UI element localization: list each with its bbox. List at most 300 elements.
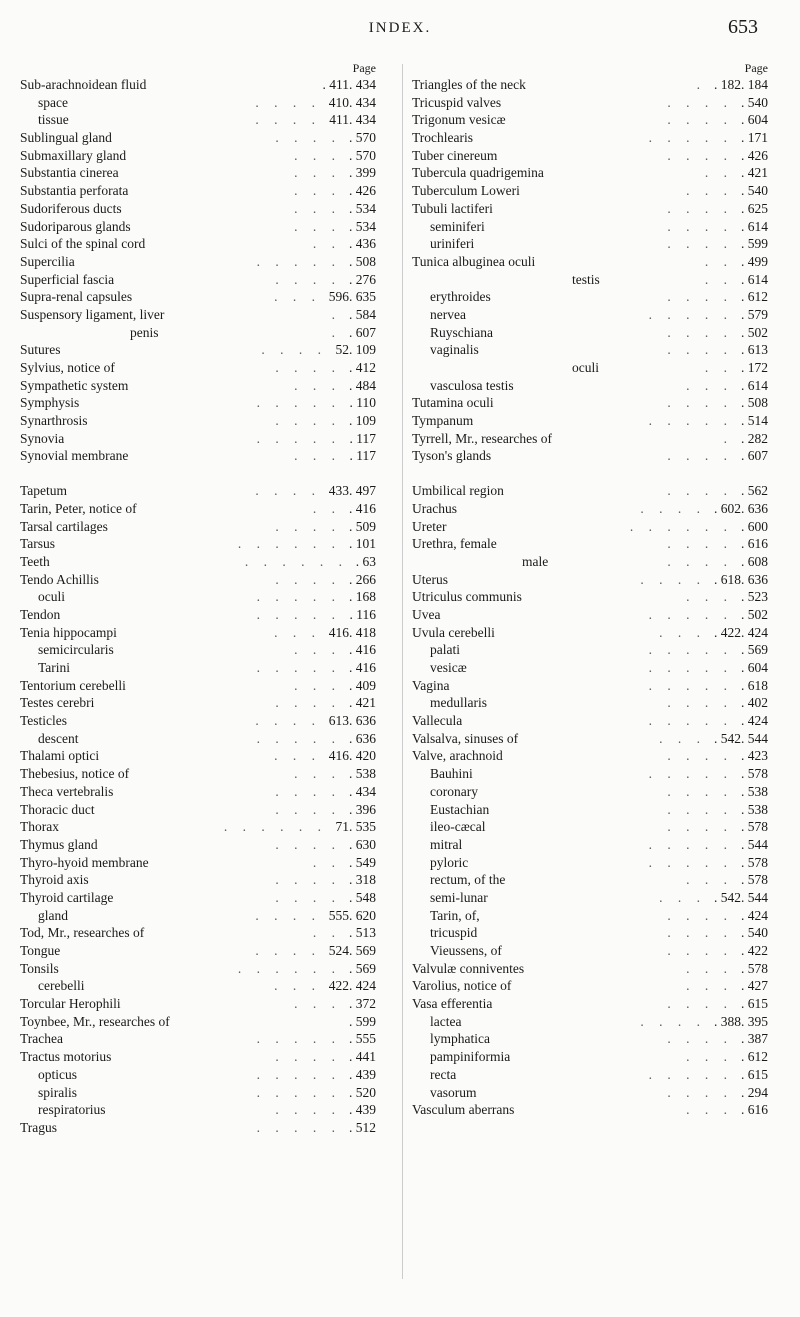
entry-term: Teeth (20, 553, 50, 569)
entry-page-refs: 555. 620 (328, 907, 376, 923)
entry-page-refs: . 109 (349, 413, 376, 429)
entry-term: Thoracic duct (20, 801, 95, 817)
entry-term: erythroides (430, 289, 491, 305)
index-entry (20, 218, 382, 236)
entry-term: tricuspid (430, 925, 478, 941)
entry-leader-dots: . . . . (255, 112, 321, 128)
index-entry (20, 129, 382, 147)
entry-leader-dots: . . . . (275, 1049, 341, 1065)
entry-page-refs: . 614 (741, 377, 768, 393)
index-entry (412, 377, 774, 395)
entry-term: Ruyschiana (430, 324, 493, 340)
index-entry (20, 553, 382, 571)
index-entry (412, 412, 774, 430)
entry-page-refs: . 544 (741, 836, 768, 852)
entry-leader-dots: . . (704, 165, 733, 181)
entry-leader-dots: . . . (294, 996, 341, 1012)
entry-term: Uterus (412, 571, 448, 587)
entry-page-refs: . 502 (741, 606, 768, 622)
entry-page-refs: . 534 (349, 200, 376, 216)
entry-page-refs: . 424 (741, 907, 768, 923)
entry-page-refs: . 508 (349, 253, 376, 269)
index-entry (20, 1101, 382, 1119)
entry-leader-dots: . . . (294, 165, 341, 181)
entry-leader-dots: . . . . (275, 130, 341, 146)
entry-page-refs: . 578 (741, 960, 768, 976)
entry-leader-dots: . . . . . . (237, 536, 341, 552)
entry-term: Sudoriferous ducts (20, 200, 122, 216)
entry-page-refs: . 402 (741, 695, 768, 711)
index-column-left (20, 60, 382, 1137)
index-entry (20, 447, 382, 465)
index-entry (20, 1030, 382, 1048)
entry-term: Uvea (412, 606, 441, 622)
index-entry (20, 801, 382, 819)
entry-term: Triangles of the neck (412, 77, 526, 92)
entry-page-refs: . 416 (349, 660, 376, 675)
entry-term: Thyroid cartilage (20, 889, 114, 905)
index-entry (20, 960, 382, 978)
index-entry (412, 306, 774, 324)
index-entry (412, 218, 774, 236)
entry-leader-dots: . . . . . (256, 1031, 341, 1047)
entry-leader-dots: . . . (686, 1102, 733, 1118)
entry-page-refs: . 599 (349, 1013, 376, 1029)
entry-page-refs: . 616 (741, 1102, 768, 1118)
index-entry (412, 818, 774, 836)
entry-term: Substantia perforata (20, 183, 129, 199)
entry-term: Vasa efferentia (412, 996, 493, 1012)
entry-term: mitral (430, 836, 463, 852)
index-entry (412, 147, 774, 165)
entry-term: Tunica albuginea oculi (412, 253, 536, 269)
index-entry (20, 482, 382, 500)
entry-leader-dots: . . . (294, 677, 341, 693)
index-entry (20, 694, 382, 712)
entry-term: Tod, Mr., researches of (20, 925, 145, 941)
index-entry (20, 942, 382, 960)
entry-term: Tonsils (20, 960, 59, 976)
entry-leader-dots: . . . (294, 200, 341, 216)
entry-page-refs: . 614 (741, 271, 768, 287)
entry-term: Tarsal cartilages (20, 518, 108, 534)
index-entry (412, 324, 774, 342)
entry-leader-dots: . . . . . . (244, 553, 348, 569)
entry-term: Thalami optici (20, 748, 100, 764)
entry-term: semicircularis (38, 642, 114, 658)
entry-term: Varolius, notice of (412, 978, 512, 994)
entry-term: Supercilia (20, 253, 75, 269)
entry-term: gland (38, 907, 68, 923)
index-entry (412, 111, 774, 129)
index-entry (412, 924, 774, 942)
entry-leader-dots: . . . (294, 642, 341, 658)
entry-leader-dots: . . . . . (256, 1119, 341, 1135)
entry-term: Valve, arachnoid (412, 748, 503, 764)
entry-page-refs: . 584 (349, 306, 376, 322)
entry-leader-dots: . . . . . (256, 253, 341, 269)
entry-leader-dots: . . . . (667, 943, 733, 958)
entry-leader-dots: . . (704, 253, 733, 269)
entry-page-refs: . 416 (349, 500, 376, 516)
entry-term: Symphysis (20, 395, 80, 411)
entry-leader-dots: . . . . (667, 783, 733, 799)
entry-leader-dots: . . . . (667, 147, 733, 163)
entry-page-refs: 524. 569 (328, 943, 376, 958)
entry-page-refs: . 484 (349, 377, 376, 393)
entry-page-refs: . 372 (349, 996, 376, 1012)
entry-term: lymphatica (430, 1031, 490, 1047)
page-column-label: Page (744, 61, 768, 75)
index-entry (20, 1066, 382, 1084)
section-gap (412, 465, 774, 482)
index-entry (412, 624, 774, 642)
index-entry (20, 588, 382, 606)
entry-leader-dots: . (696, 77, 706, 92)
entry-leader-dots: . . . . (275, 271, 341, 287)
entry-leader-dots: . . . . (255, 713, 321, 729)
entry-term: ileo-cæcal (430, 819, 486, 835)
entry-term: Urachus (412, 500, 457, 516)
index-entry (412, 765, 774, 783)
entry-term: Tarsus (20, 536, 56, 552)
entry-leader-dots: . . . . . (648, 677, 733, 693)
index-entry (412, 235, 774, 253)
entry-leader-dots: . . (312, 925, 341, 941)
index-entry (412, 271, 774, 289)
entry-leader-dots: . . . (294, 183, 341, 199)
entry-page-refs: . 110 (349, 395, 376, 411)
entry-leader-dots: . . . (294, 377, 341, 393)
index-entry (412, 712, 774, 730)
entry-leader-dots: . . . . (667, 324, 733, 340)
entry-term: space (38, 94, 68, 110)
entry-term: Tractus motorius (20, 1049, 112, 1065)
entry-page-refs: . 512 (349, 1119, 376, 1135)
section-gap (20, 465, 382, 482)
entry-page-refs: . 276 (349, 271, 376, 287)
entry-page-refs: 596. 635 (328, 289, 376, 305)
entry-page-refs: . 608 (741, 553, 768, 569)
entry-leader-dots: . . . . (667, 112, 733, 128)
index-entry (412, 641, 774, 659)
index-entry (20, 836, 382, 854)
entry-leader-dots: . . . . . (648, 766, 733, 782)
entry-leader-dots: . . . . (667, 342, 733, 358)
index-entry (20, 288, 382, 306)
index-entry (412, 977, 774, 995)
entry-term: Tubercula quadrigemina (412, 165, 544, 181)
entry-leader-dots: . . . . . (648, 642, 733, 658)
entry-term: rectum, of the (430, 872, 506, 888)
index-entry (20, 712, 382, 730)
index-entry (412, 907, 774, 925)
index-entry (20, 359, 382, 377)
index-entry (20, 306, 382, 324)
entry-leader-dots: . . . (659, 889, 706, 905)
entry-page-refs: . 578 (741, 854, 768, 870)
entry-term: tissue (38, 112, 69, 128)
index-entry (20, 818, 382, 836)
entry-term: Submaxillary gland (20, 147, 127, 163)
entry-page-refs: . 570 (349, 130, 376, 146)
entry-page-refs: . 569 (741, 642, 768, 658)
entry-leader-dots: . . . (274, 978, 321, 994)
entry-leader-dots: . . . . (275, 801, 341, 817)
index-entry (412, 253, 774, 271)
entry-page-refs: . 612 (741, 1049, 768, 1065)
index-entry (20, 871, 382, 889)
index-entry (20, 76, 382, 94)
entry-term: Utriculus communis (412, 589, 522, 605)
entry-term: Vieussens, of (430, 943, 502, 958)
entry-page-refs: . 117 (349, 430, 376, 446)
entry-leader-dots: . . . . (275, 413, 341, 429)
entry-leader-dots: . . . . (275, 783, 341, 799)
index-entry (20, 677, 382, 695)
entry-term: Sulci of the spinal cord (20, 236, 146, 252)
index-entry (20, 182, 382, 200)
entry-page-refs: . 618 (741, 677, 768, 693)
entry-leader-dots: . . . . (667, 236, 733, 252)
index-entry (412, 94, 774, 112)
entry-page-refs: . 421 (349, 695, 376, 711)
entry-leader-dots: . . . . (667, 748, 733, 764)
entry-leader-dots: . . . (686, 377, 733, 393)
entry-term: Tuberculum Loweri (412, 183, 520, 199)
index-entry (20, 659, 382, 677)
entry-term: Sylvius, notice of (20, 360, 115, 375)
entry-page-refs: . 502 (741, 324, 768, 340)
entry-page-refs: . 427 (741, 978, 768, 994)
index-entry (20, 535, 382, 553)
index-entry (412, 588, 774, 606)
entry-page-refs: . 508 (741, 395, 768, 411)
entry-term: Tenia hippocampi (20, 624, 117, 640)
entry-term: Synarthrosis (20, 413, 88, 429)
index-entry (412, 677, 774, 695)
entry-page-refs: . 182. 184 (714, 77, 768, 92)
index-entry (20, 730, 382, 748)
entry-term: Tyson's glands (412, 448, 492, 464)
entry-leader-dots: . . . . (275, 1102, 341, 1118)
index-entry (412, 1013, 774, 1031)
entry-page-refs: . 602. 636 (714, 500, 768, 516)
entry-leader-dots: . . . . . (648, 130, 733, 146)
entry-term: Tentorium cerebelli (20, 677, 126, 693)
entry-page-refs: . 607 (741, 448, 768, 464)
entry-leader-dots: . . . . . (256, 1084, 341, 1100)
entry-page-refs: . 604 (741, 112, 768, 128)
entry-leader-dots: . (723, 430, 733, 446)
index-entry (412, 783, 774, 801)
index-entry (20, 1013, 382, 1031)
index-entry (412, 394, 774, 412)
page-number: 653 (728, 16, 758, 38)
entry-page-refs: . 599 (741, 236, 768, 252)
entry-leader-dots: . . . . . . (629, 518, 733, 534)
entry-page-refs: . 616 (741, 536, 768, 552)
entry-leader-dots: . . . . (640, 571, 706, 587)
entry-term: Umbilical region (412, 483, 504, 499)
entry-page-refs: . 542. 544 (714, 730, 768, 746)
entry-page-refs: . 434 (349, 783, 376, 799)
index-entry (20, 624, 382, 642)
index-entry (412, 942, 774, 960)
entry-leader-dots: . . . . . (256, 395, 341, 411)
entry-leader-dots: . . . . . (256, 606, 341, 622)
entry-term: seminiferi (430, 218, 485, 234)
index-entry (20, 907, 382, 925)
entry-term: opticus (38, 1066, 77, 1082)
index-entry (20, 200, 382, 218)
index-entry (20, 324, 382, 342)
entry-term: Thymus gland (20, 836, 98, 852)
entry-term: palati (430, 642, 460, 658)
entry-leader-dots: . . . . (667, 483, 733, 499)
entry-page-refs: . 534 (349, 218, 376, 234)
entry-term: Tarin, Peter, notice of (20, 500, 137, 516)
entry-leader-dots: . . . (686, 960, 733, 976)
index-entry (20, 747, 382, 765)
entry-page-refs: . 436 (349, 236, 376, 252)
entry-page-refs: . 578 (741, 872, 768, 888)
entry-page-refs: . 117 (349, 448, 376, 464)
index-entries-right (412, 76, 774, 1119)
entry-leader-dots: . . . (294, 147, 341, 163)
entry-leader-dots: . . . (686, 978, 733, 994)
entry-page-refs: . 578 (741, 819, 768, 835)
entry-leader-dots: . . . . (275, 518, 341, 534)
entry-term: vasculosa testis (430, 377, 514, 393)
entry-term: spiralis (38, 1084, 77, 1100)
entry-leader-dots: . . . . (255, 94, 321, 110)
entry-term: Bauhini (430, 766, 473, 782)
index-entry (20, 606, 382, 624)
index-entry (20, 571, 382, 589)
entry-term: Tutamina oculi (412, 395, 494, 411)
entry-leader-dots: . . . . . (648, 606, 733, 622)
entry-leader-dots: . . . . . . (223, 819, 327, 835)
index-entry (20, 854, 382, 872)
entry-page-refs: . 294 (741, 1084, 768, 1100)
entry-page-refs: . 614 (741, 218, 768, 234)
index-entry (20, 147, 382, 165)
entry-leader-dots: . . . . (667, 448, 733, 464)
entry-leader-dots: . . . . (667, 94, 733, 110)
entry-leader-dots: . . . . (667, 996, 733, 1012)
entry-page-refs: . 426 (349, 183, 376, 199)
index-entry (412, 359, 774, 377)
entry-page-refs: 422. 424 (328, 978, 376, 994)
entry-term: oculi (572, 360, 599, 375)
entry-page-refs: . 318 (349, 872, 376, 888)
entry-page-refs: . 569 (349, 960, 376, 976)
entry-page-refs: . 499 (741, 253, 768, 269)
index-entry (20, 889, 382, 907)
index-entry (412, 341, 774, 359)
entry-term: penis (130, 324, 159, 340)
entry-page-refs: . 439 (349, 1102, 376, 1118)
index-entry (20, 430, 382, 448)
entry-leader-dots: . . . (294, 218, 341, 234)
entry-page-refs: . 636 (349, 730, 376, 746)
index-entry (20, 977, 382, 995)
entry-page-refs: . 513 (349, 925, 376, 941)
entry-page-refs: . 615 (741, 1066, 768, 1082)
index-entry (412, 535, 774, 553)
entry-term: Tubuli lactiferi (412, 200, 493, 216)
index-entry (20, 1119, 382, 1137)
index-entry (20, 164, 382, 182)
entry-term: Sympathetic system (20, 377, 129, 393)
index-entry (20, 518, 382, 536)
entry-page-refs: . 540 (741, 925, 768, 941)
entry-page-refs: . 579 (741, 306, 768, 322)
entry-leader-dots: . . . . . (256, 730, 341, 746)
entry-page-refs: . 540 (741, 183, 768, 199)
entry-leader-dots: . . . . (275, 836, 341, 852)
entry-leader-dots: . . . (686, 183, 733, 199)
entry-page-refs: . 630 (349, 836, 376, 852)
entry-term: Trachea (20, 1031, 63, 1047)
index-entry (412, 606, 774, 624)
entry-page-refs: . 509 (349, 518, 376, 534)
entry-term: vaginalis (430, 342, 479, 358)
entry-term: Sudoriparous glands (20, 218, 131, 234)
entry-term: Trochlearis (412, 130, 473, 146)
entry-leader-dots: . . . . . (648, 306, 733, 322)
entry-term: Tricuspid valves (412, 94, 502, 110)
entry-page-refs: . 615 (741, 996, 768, 1012)
entry-leader-dots: . . . . (275, 889, 341, 905)
index-entry (412, 730, 774, 748)
index-entry (412, 553, 774, 571)
entry-term: Testes cerebri (20, 695, 95, 711)
entry-page-refs: . 548 (349, 889, 376, 905)
entry-term: pyloric (430, 854, 469, 870)
entry-term: cerebelli (38, 978, 85, 994)
entry-page-refs: . 514 (741, 413, 768, 429)
index-entry (412, 659, 774, 677)
entry-term: Synovia (20, 430, 65, 446)
entry-page-refs: . 604 (741, 660, 768, 675)
index-entries-left (20, 76, 382, 1137)
entry-term: Torcular Herophili (20, 996, 121, 1012)
entry-page-refs: . 423 (741, 748, 768, 764)
index-entry (20, 924, 382, 942)
entry-leader-dots: . . . . (255, 483, 321, 499)
entry-leader-dots: . . . . . (256, 1066, 341, 1082)
index-entry (20, 995, 382, 1013)
entry-leader-dots: . . . . (667, 925, 733, 941)
entry-leader-dots: . . . . . (648, 713, 733, 729)
index-entry (412, 500, 774, 518)
entry-page-refs: . 424 (741, 713, 768, 729)
entry-term: semi-lunar (430, 889, 488, 905)
entry-term: Suspensory ligament, liver (20, 306, 165, 322)
entry-leader-dots: . . . . (640, 500, 706, 516)
index-entry (20, 235, 382, 253)
entry-leader-dots: . . . . (667, 395, 733, 411)
entry-leader-dots: . . . (686, 872, 733, 888)
entry-leader-dots: . . . (294, 448, 341, 464)
entry-page-refs: . 416 (349, 642, 376, 658)
entry-leader-dots: . . . . (640, 1013, 706, 1029)
index-entry (20, 94, 382, 112)
entry-term: Vasculum aberrans (412, 1102, 515, 1118)
index-column-right (412, 60, 774, 1119)
